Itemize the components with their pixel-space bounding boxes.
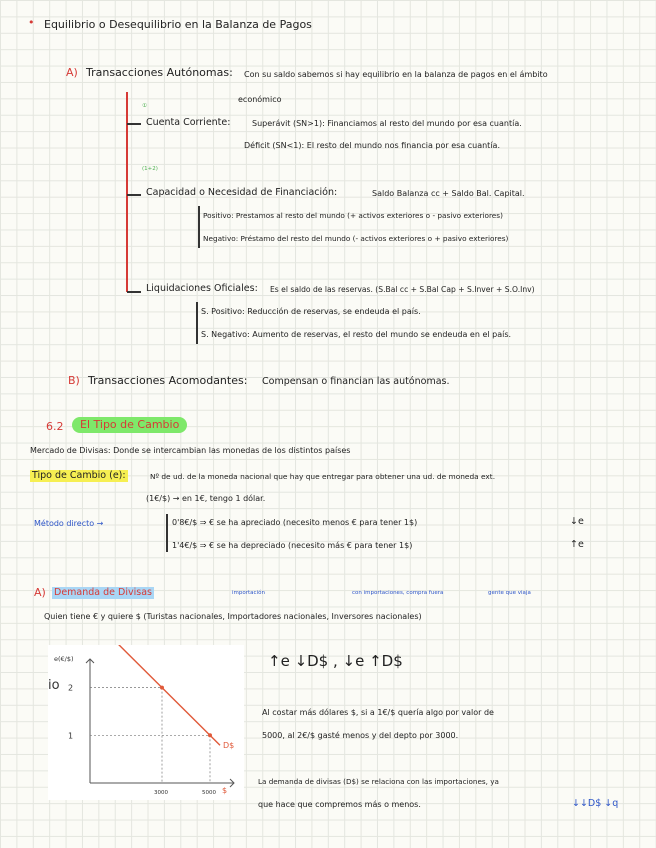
item2-line0: Saldo Balanza cc + Saldo Bal. Capital. <box>372 189 525 198</box>
item3-title: Liquidaciones Oficiales: <box>146 283 258 294</box>
demanda-title: Demanda de Divisas <box>54 587 152 598</box>
graph-ylabel: e(€/$) <box>54 655 74 663</box>
item1-mark: ① <box>142 103 147 109</box>
demanda-label: A) <box>34 586 46 599</box>
item2-connector <box>127 194 141 196</box>
graph-tick-y2: 2 <box>68 683 74 693</box>
graph-xaxis-label: $ <box>222 786 228 795</box>
item2-mark: (1+2) <box>142 166 158 172</box>
section-b-desc: Compensan o financian las autónomas. <box>262 376 450 387</box>
item1-title: Cuenta Corriente: <box>146 117 231 128</box>
metodo-row2: 1'4€/$ ⇒ € se ha depreciado (necesito más € para tener 1$) <box>172 541 413 550</box>
metodo-row1-symbol: ↓e <box>570 516 584 527</box>
item3-connector <box>127 291 141 293</box>
item3-line0: Es el saldo de las reservas. (S.Bal cc + S.Bal Cap + S.Inver + S.O.Inv) <box>270 285 535 294</box>
demand-curve-line <box>100 645 220 745</box>
section-a-label: A) <box>66 66 78 79</box>
title-bullet: • <box>28 16 35 29</box>
item2-line1: Positivo: Prestamos al resto del mundo (+ activos exteriores o - pasivo exteriores) <box>203 211 503 220</box>
demanda-para2-symbol: ↓↓D$ ↓q <box>572 798 619 809</box>
page-title: Equilibrio o Desequilibrio en la Balanza de Pagos <box>44 18 312 31</box>
item3-subbracket <box>196 302 198 344</box>
section-a-title: Transacciones Autónomas: <box>86 66 233 79</box>
tipo-cambio-desc: Nº de ud. de la moneda nacional que hay que entregar para obtener una ud. de moneda ext. <box>150 472 496 481</box>
graph-tick-y1: 1 <box>68 731 74 741</box>
section-62-num: 6.2 <box>46 420 64 433</box>
demand-point-a <box>160 686 164 690</box>
item2-title: Capacidad o Necesidad de Financiación: <box>146 187 338 198</box>
demanda-desc: Quien tiene € y quiere $ (Turistas nacionales, Importadores nacionales, Inversores nacionales) <box>44 612 422 621</box>
tipo-cambio-example: (1€/$) → en 1€, tengo 1 dólar. <box>146 494 266 503</box>
demanda-note1: importación <box>232 590 265 596</box>
demand-graph-svg <box>48 645 244 800</box>
metodo-row1: 0'8€/$ ⇒ € se ha apreciado (necesito menos € para tener 1$) <box>172 518 418 527</box>
demand-graph <box>48 645 244 800</box>
demanda-relation: ↑e ↓D$ , ↓e ↑D$ <box>268 652 403 670</box>
graph-tick-x1: 3000 <box>154 790 168 796</box>
section-a-desc2: económico <box>238 95 282 104</box>
metodo-row2-symbol: ↑e <box>570 539 584 550</box>
item1-line2: Déficit (SN<1): El resto del mundo nos financia por esa cuantía. <box>244 141 500 150</box>
item2-line2: Negativo: Préstamo del resto del mundo (- activos exteriores o + pasivo exteriores) <box>203 234 509 243</box>
item1-connector <box>127 123 141 125</box>
metodo-bracket <box>166 514 168 552</box>
item1-line1: Superávit (SN>1): Financiamos al resto del mundo por esa cuantía. <box>252 119 522 128</box>
graph-curve-label: D$ <box>223 741 235 751</box>
item3-line1: S. Positivo: Reducción de reservas, se endeuda el país. <box>201 307 421 316</box>
demanda-para2a: La demanda de divisas (D$) se relaciona con las importaciones, ya <box>258 777 499 786</box>
section-a-bracket <box>126 92 128 292</box>
graph-tick-x2: 5000 <box>202 790 216 796</box>
section-a-desc: Con su saldo sabemos si hay equilibrio en la balanza de pagos en el ámbito <box>244 70 548 79</box>
item3-line2: S. Negativo: Aumento de reservas, el resto del mundo se endeuda en el país. <box>201 330 512 339</box>
section-b-label: B) <box>68 374 80 387</box>
section-b-title: Transacciones Acomodantes: <box>88 374 248 387</box>
metodo-directo: Método directo → <box>34 519 104 528</box>
item2-subbracket <box>198 206 200 248</box>
demanda-note2: con importaciones, compra fuera <box>352 590 444 596</box>
tipo-cambio-label: Tipo de Cambio (e): <box>32 470 126 481</box>
section-62-title: El Tipo de Cambio <box>72 417 187 433</box>
outside-text: io <box>48 678 60 693</box>
demand-point-b <box>208 733 212 737</box>
demanda-para1b: 5000, al 2€/$ gasté menos y del depto por 3000. <box>262 731 459 740</box>
mercado-divisas: Mercado de Divisas: Donde se intercambian las monedas de los distintos países <box>30 446 351 455</box>
demanda-para1a: Al costar más dólares $, si a 1€/$ quería algo por valor de <box>262 708 494 717</box>
demanda-note3: gente que viaja <box>488 590 531 596</box>
demanda-para2b: que hace que compremos más o menos. <box>258 800 421 809</box>
